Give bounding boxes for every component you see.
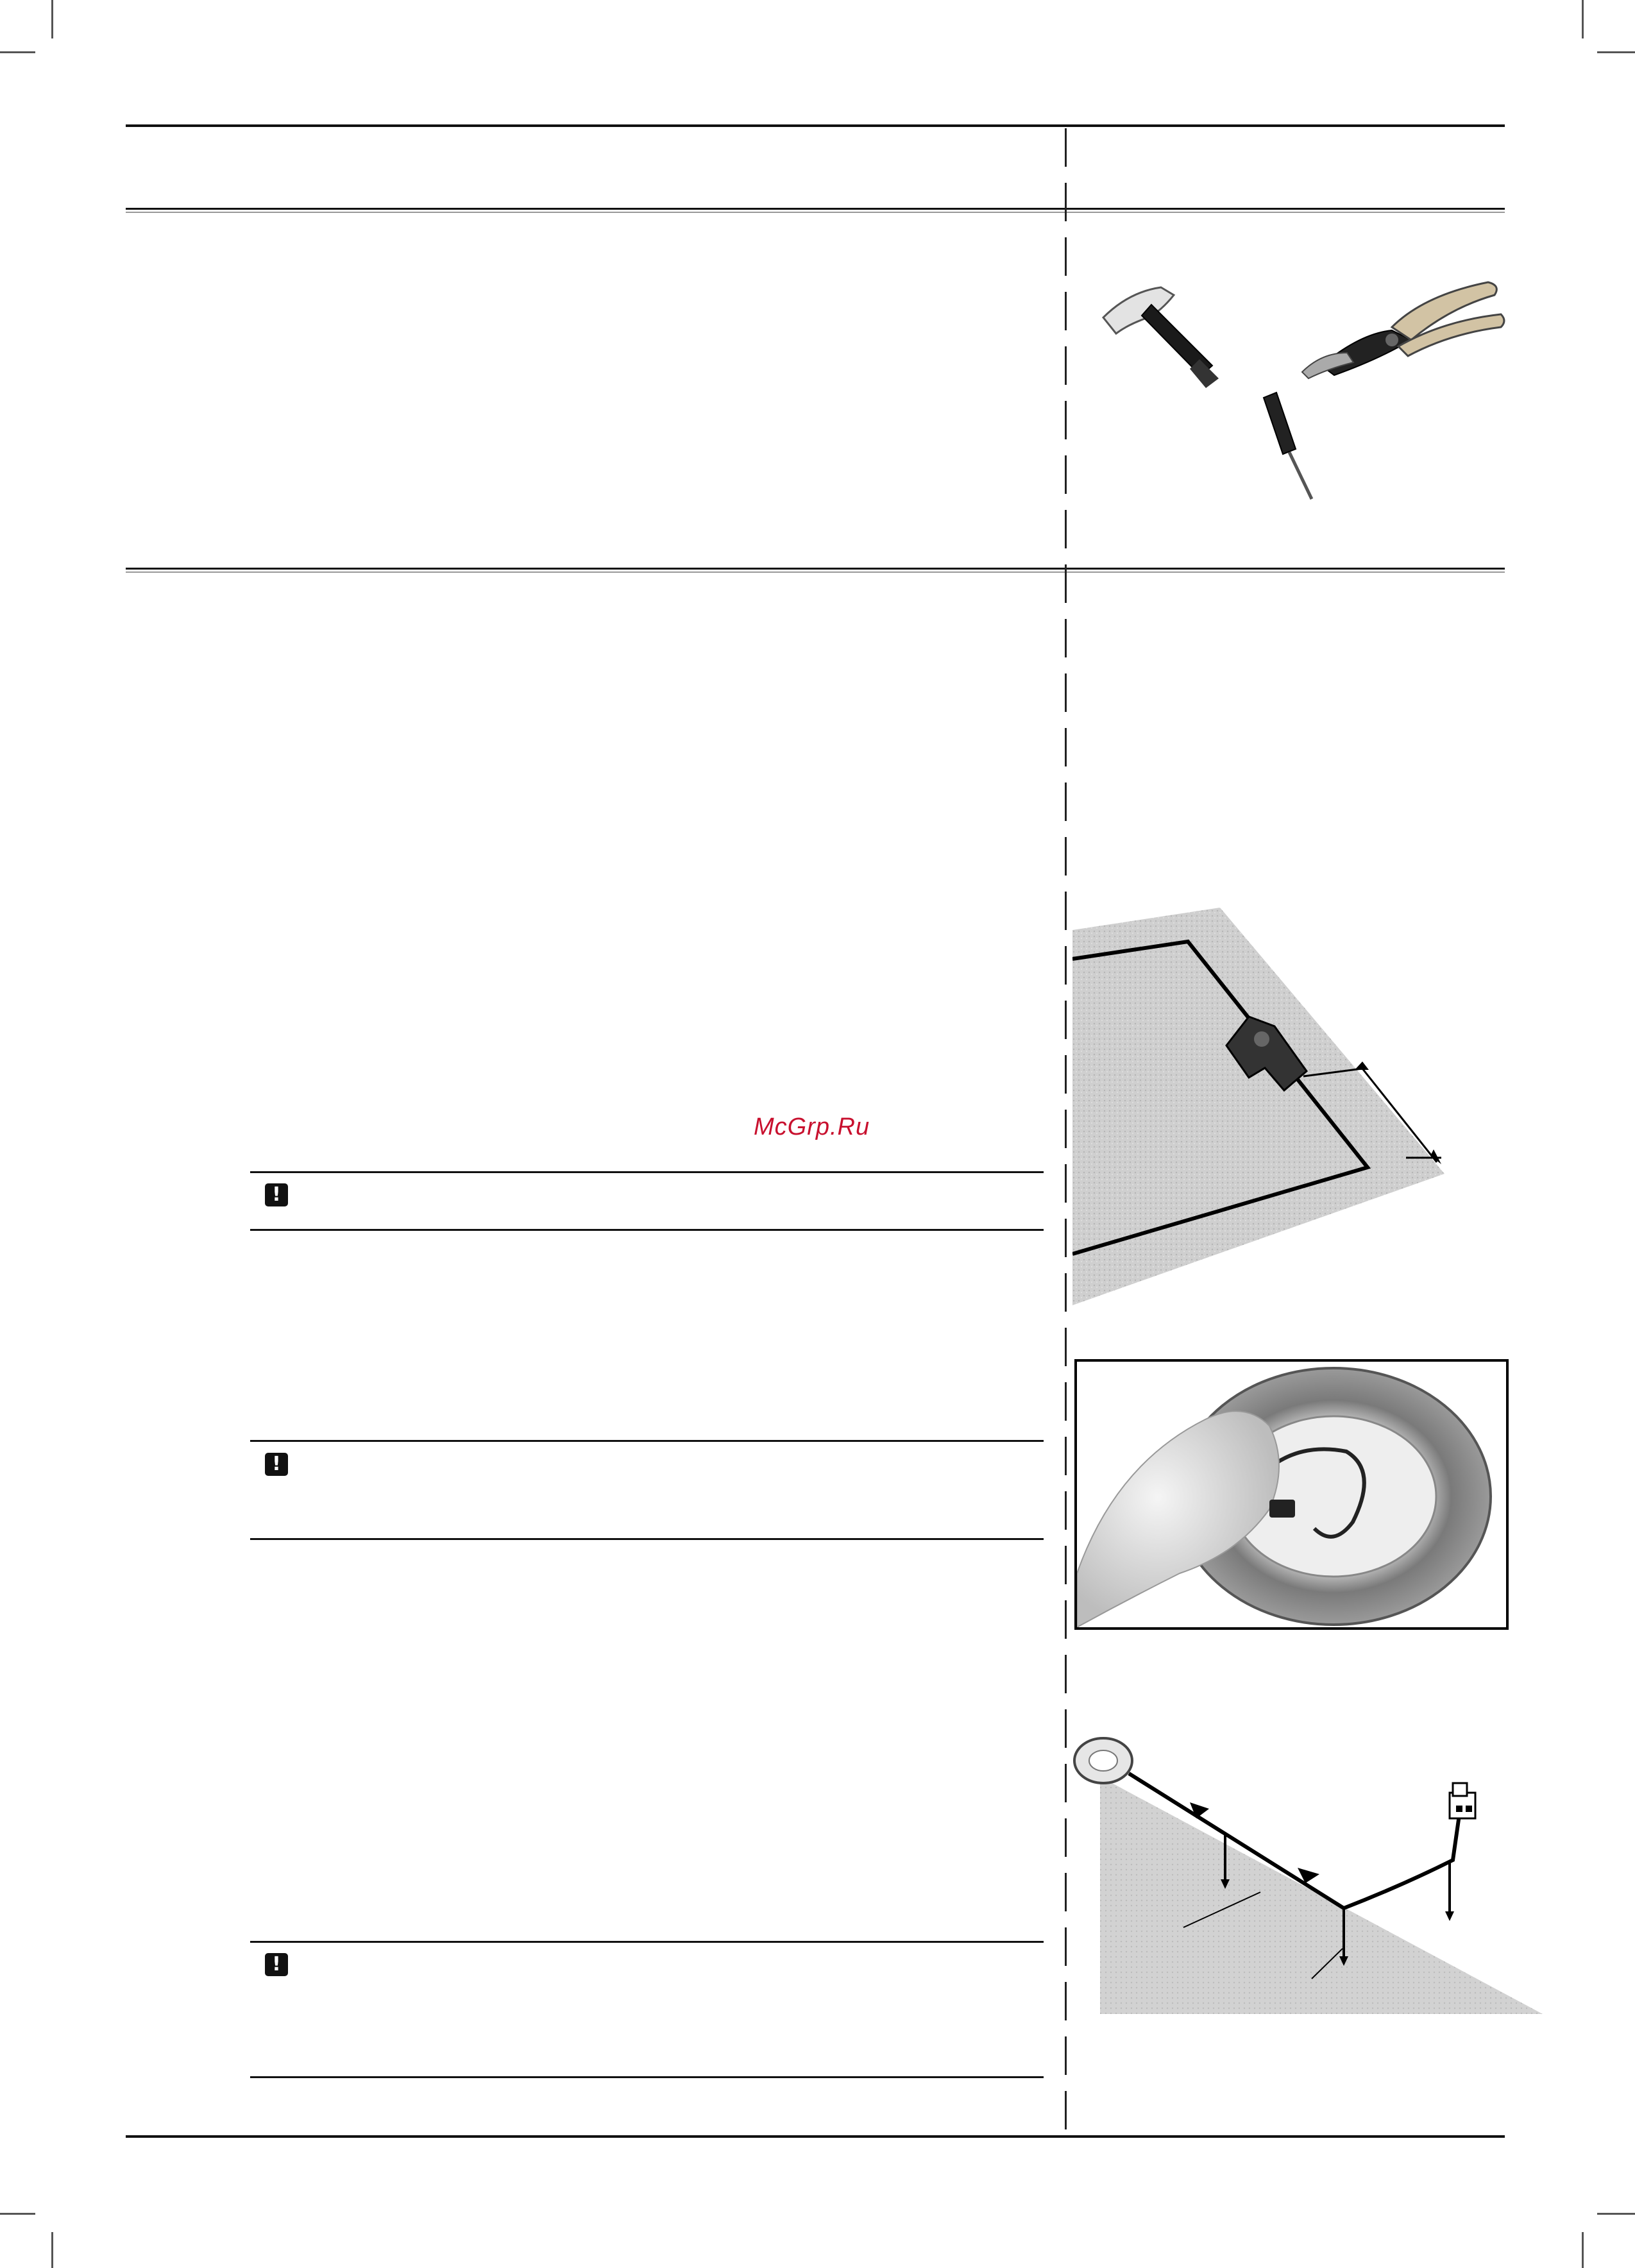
section-rule xyxy=(126,568,1505,570)
section-rule xyxy=(126,208,1505,210)
tools-illustration xyxy=(1090,257,1507,513)
crop-mark xyxy=(0,2213,35,2215)
connector-icon xyxy=(1450,1783,1475,1818)
wire-spool-icon xyxy=(1077,1362,1506,1627)
crop-mark xyxy=(51,0,53,38)
warning-exclamation-icon: ! xyxy=(265,1953,288,1976)
crop-mark xyxy=(1582,2232,1584,2268)
charging-base-on-lawn-figure xyxy=(1072,904,1457,1308)
section-rule xyxy=(126,212,1505,213)
warning-exclamation-icon: ! xyxy=(265,1453,288,1476)
crop-mark xyxy=(1597,2213,1635,2215)
hammer-icon xyxy=(1103,287,1219,388)
warning-exclamation-icon: ! xyxy=(265,1183,288,1206)
wire-laying-figure xyxy=(1068,1693,1543,2027)
pliers-icon xyxy=(1302,282,1504,378)
crop-mark xyxy=(1582,0,1584,38)
crop-mark xyxy=(0,51,35,53)
screwdriver-icon xyxy=(1264,393,1312,499)
watermark-text: McGrp.Ru xyxy=(754,1113,870,1140)
section-rule xyxy=(126,571,1505,573)
crop-mark xyxy=(1597,51,1635,53)
footer-rule xyxy=(126,2135,1505,2138)
header-rule xyxy=(126,124,1505,127)
wire-spool-photo xyxy=(1074,1359,1509,1630)
wire-spool-icon xyxy=(1074,1738,1132,1783)
crop-mark xyxy=(51,2232,53,2268)
